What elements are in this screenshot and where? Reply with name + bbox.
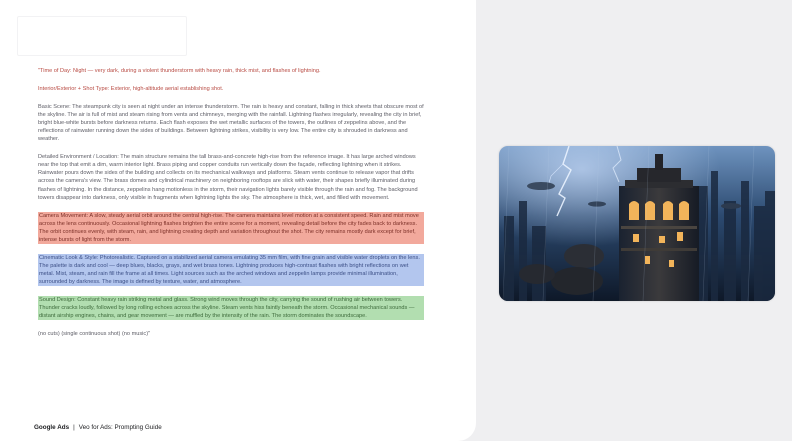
time-of-day-line: "Time of Day: Night — very dark, during a violent thunderstorm with heavy rain, thick mist, and flashes of lightning. [38, 68, 321, 74]
footer-title: Veo for Ads: Prompting Guide [78, 424, 162, 431]
logo-placeholder [17, 16, 187, 56]
page-footer [34, 424, 162, 431]
shot-type-line: Interior/Exterior + Shot Type: Exterior, high-altitude aerial establishing shot. [38, 86, 224, 93]
steampunk-city-storm-image [499, 146, 775, 301]
footer-brand: Google Ads [34, 424, 70, 431]
prompt-text [38, 67, 424, 348]
sound-design-paragraph: Sound Design: Constant heavy rain striking metal and glass. Strong wind moves through the city, carrying the sound of rushing air between towers. Thunder cracks loudly, followed by long rolling echoes across the skyline. Steam vents hiss faintly beneath the storm. Occasional mechanical sounds — distant airship engines, chains, and gear movement — are muffled by the intensity of the rain. The storm dominates the soundscape. [38, 296, 424, 320]
cinematic-look-paragraph: Cinematic Look & Style: Photorealistic. Captured on a stabilized aerial camera emulating 35 mm film, with fine grain and visible water droplets on the lens. The palette is dark and cool — deep blues, blacks, grays, and wet brass tones. Lightning produces high-contrast flashes with bright reflections on wet metal. Mist, steam, and rain fill the frame at all times. Light sources such as the arched windows and zeppelin lamps provide minimal illumination, surrounded by darkness. The image is defined by texture, water, and atmosphere. [38, 254, 424, 286]
camera-movement-paragraph: Camera Movement: A slow, steady aerial orbit around the central high-rise. The camera maintains level motion at a consistent speed. Rain and mist move across the lens continuously. Occasional lightning flashes brighten the entire scene for a moment, revealing detail before the city fades back to darkness. The orbit continues evenly, with steam, rain, and lightning creating depth and variation throughout the shot. The city remains mostly dark except for brief, intense bursts of light from the storm. [38, 212, 424, 244]
basic-scene-paragraph: Basic Scene: The steampunk city is seen at night under an intense thunderstorm. The rain is heavy and constant, falling in thick sheets that obscure most of the skyline. The air is full of mist and steam rising from vents and chimneys, merging with the rainfall. Lightning flashes irregularly, revealing the city in brief, bright blue-white bursts before darkness returns. Each flash exposes the wet metallic surfaces of the towers, the outlines of zeppelins above, and the reflections of rainwater running down the sides of buildings. Between lightning strikes, visibility is very low. The entire city is shrouded in darkness and weather. [38, 104, 424, 143]
footer-separator: | [73, 424, 75, 431]
environment-paragraph: Detailed Environment / Location: The main structure remains the tall brass-and-concrete high-rise from the reference image. It has large arched windows near the top that emit a dim, warm interior light. Brass piping and copper conduits run vertically down the façade, reflecting lightning when it strikes. Rainwater pours down the sides of the building and collects on its mechanical walkways and platforms. Steam vents continue to release vapor that drifts across the camera's view. The brass domes and cylindrical machinery on neighboring rooftops are slick with water, their shapes briefly illuminated during flashes of lightning. In the distance, zeppelins hang motionless in the storm, their navigation lights barely visible through the rain and fog. The background towers disappear into darkness, only visible in fragments when lightning lights the sky. The atmosphere is thick, wet, and filled with movement. [38, 154, 418, 201]
constraints-line: (no cuts) (single continuous shot) (no music)" [38, 331, 151, 338]
